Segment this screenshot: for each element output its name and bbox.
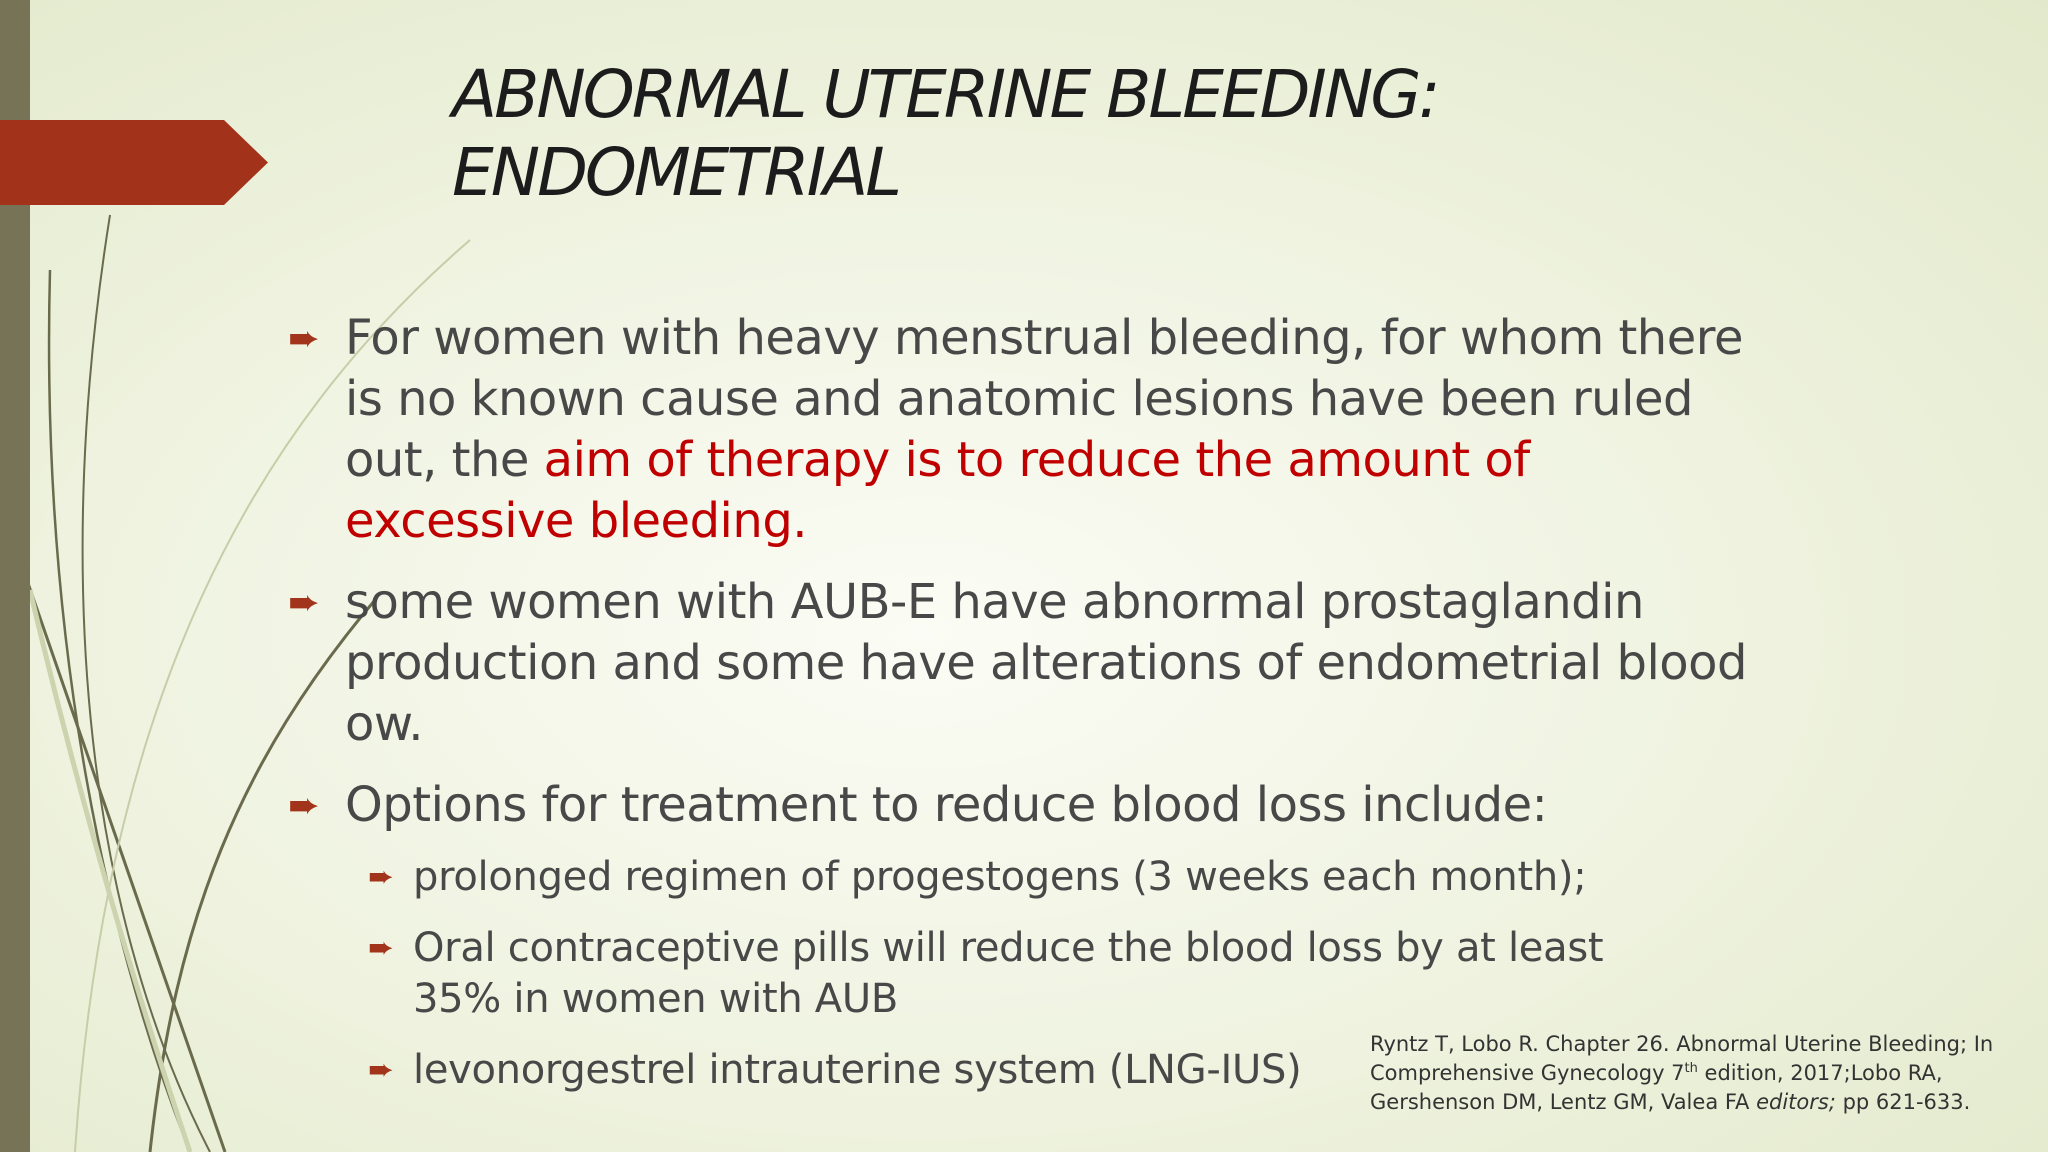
title-line-2: ENDOMETRIAL (452, 134, 900, 211)
sub-bullet-oral-contraceptives (368, 923, 1653, 1025)
bullet-treatment-options (288, 775, 1768, 836)
sub-bullet-text: prolonged regimen of progestogens (3 weeks each month); (413, 854, 1587, 900)
slide-title (452, 56, 1852, 212)
arrow-bullet-icon: ➨ (288, 316, 320, 360)
bullet-text: some women with AUB-E have abnormal prostaglandin production and some have alterations of endometrial blood ow. (345, 574, 1747, 752)
arrow-bullet-icon: ➨ (288, 580, 320, 624)
arrow-bullet-icon: ➨ (368, 1052, 394, 1088)
sub-bullet-text: levonorgestrel intrauterine system (LNG-IUS) (413, 1047, 1302, 1093)
citation-text: pp 621-633. (1835, 1090, 1971, 1114)
title-line-1: ABNORMAL UTERINE BLEEDING: (452, 56, 1438, 133)
bullet-text: For women with heavy menstrual bleeding, for whom there is no known cause and anatomic lesions have been ruled out, the (345, 310, 1743, 488)
arrow-bullet-icon: ➨ (368, 859, 394, 895)
citation-superscript: th (1684, 1061, 1698, 1076)
sub-bullet-progestogens (368, 852, 1768, 903)
sub-bullet-text: Oral contraceptive pills will reduce the blood loss by at least 35% in women with AUB (413, 925, 1604, 1022)
bullet-aub-e (288, 572, 1768, 755)
arrow-bullet-icon: ➨ (368, 930, 394, 966)
citation-text: edition, 2017;Lobo RA, Gershenson DM, Lentz GM, Valea FA (1370, 1061, 1943, 1114)
bullet-heavy-bleeding (288, 308, 1768, 552)
citation-text: Ryntz T, Lobo R. Chapter 26. Abnormal Uterine Bleeding; In Comprehensive Gynecology 7 (1370, 1032, 1994, 1085)
citation-italic: editors; (1756, 1090, 1836, 1114)
bullet-text-highlight: aim of therapy is to reduce the amount of excessive bleeding. (345, 432, 1530, 549)
slide-content (288, 308, 1768, 1096)
bullet-text: Options for treatment to reduce blood loss include: (345, 777, 1548, 833)
arrow-bullet-icon: ➨ (288, 783, 320, 827)
title-arrow-tab (0, 120, 268, 205)
citation (1370, 1030, 2010, 1117)
